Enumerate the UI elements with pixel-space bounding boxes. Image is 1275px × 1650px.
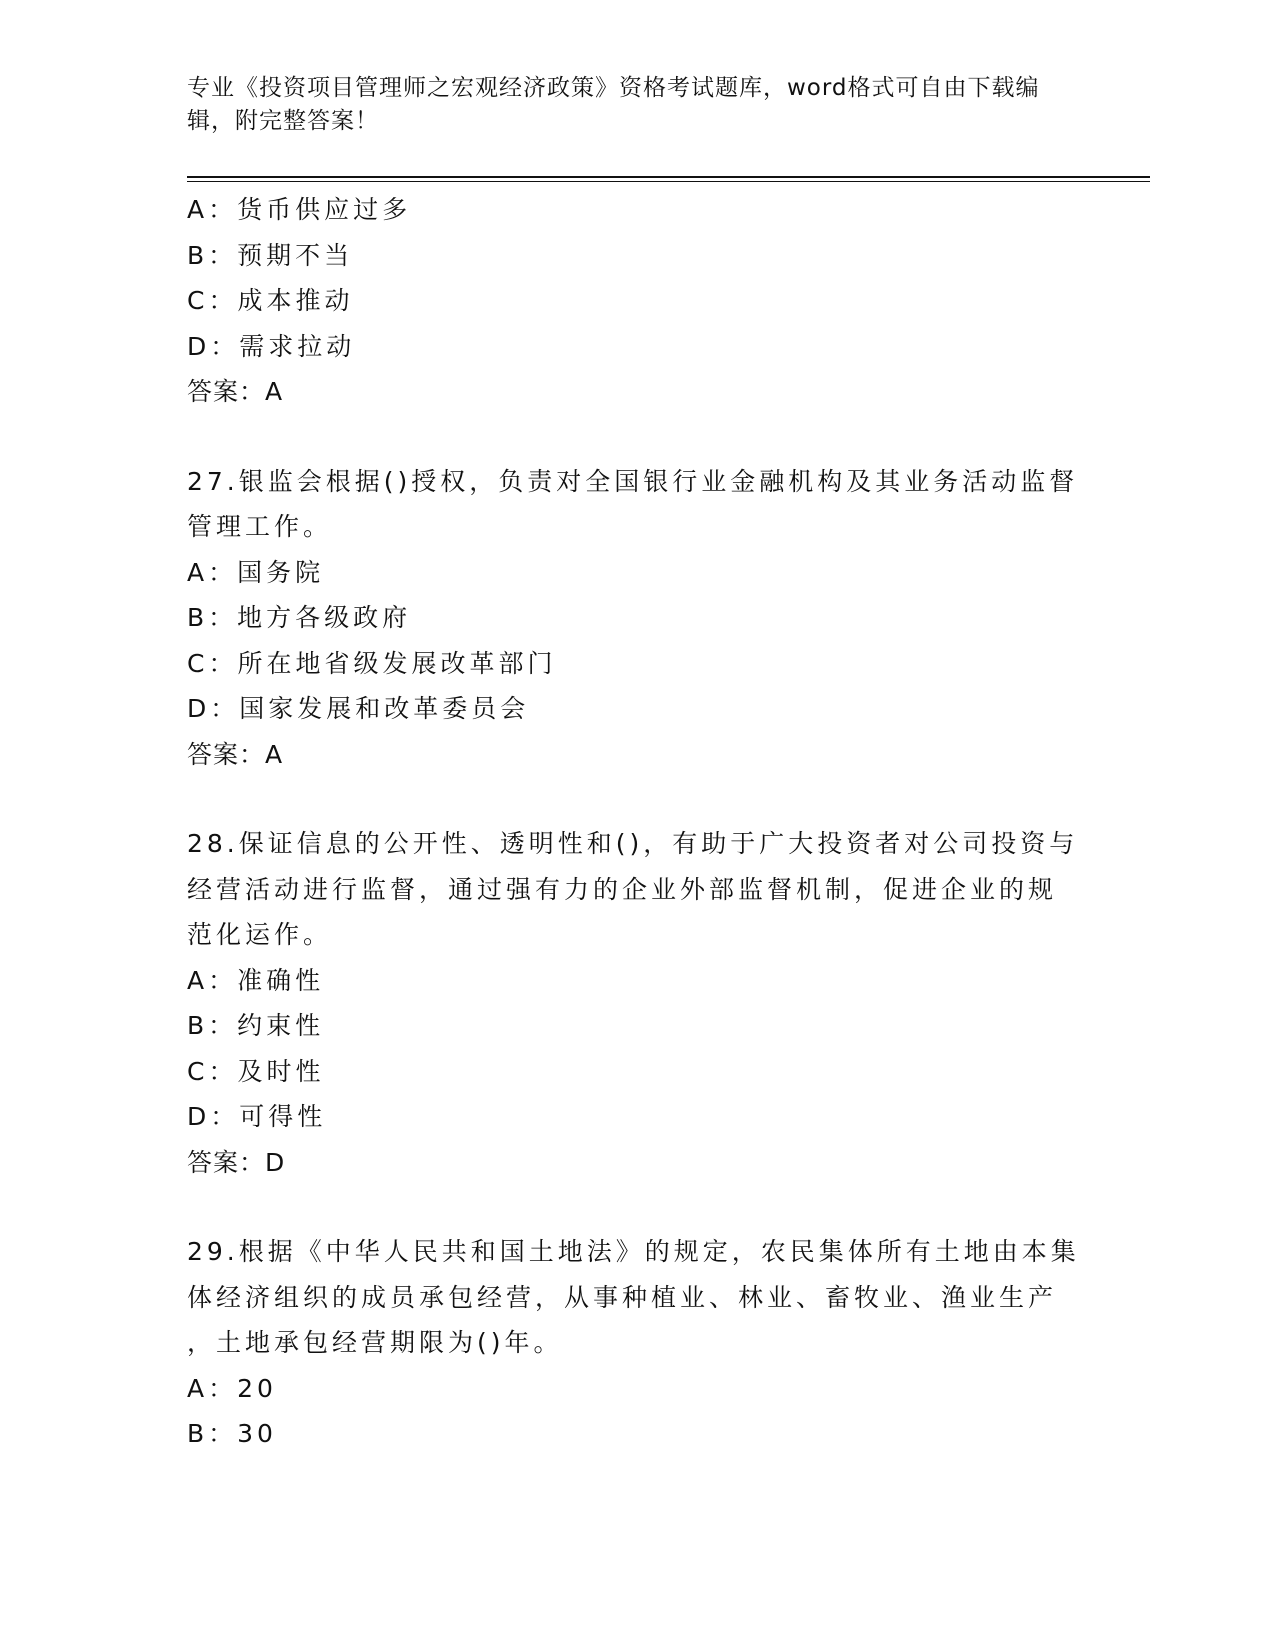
option-b: B：预期不当 [187, 240, 354, 270]
question-text-line: 范化运作。 [187, 920, 333, 949]
option-a: A：国务院 [187, 557, 325, 587]
header-divider-thick [187, 176, 1150, 178]
header-line-2: 辑，附完整答案！ [187, 108, 379, 134]
answer-line: 答案：A [187, 377, 284, 406]
option-b: B：30 [187, 1419, 277, 1448]
option-c: C：所在地省级发展改革部门 [187, 648, 557, 678]
question-list [187, 187, 1087, 1457]
question-text-line: 体经济组织的成员承包经营，从事种植业、林业、畜牧业、渔业生产 [187, 1282, 1058, 1312]
answer-line: 答案：D [187, 1147, 286, 1177]
question-text-line: 29.根据《中华人民共和国土地法》的规定，农民集体所有土地由本集 [187, 1237, 1080, 1266]
option-b: B：地方各级政府 [187, 603, 412, 632]
question-block-28 [187, 821, 1087, 1185]
option-c: C：及时性 [187, 1056, 325, 1086]
option-a: A：20 [187, 1373, 277, 1403]
option-b: B：约束性 [187, 1011, 325, 1040]
block-spacer [187, 1185, 1087, 1229]
option-a: A：准确性 [187, 965, 325, 995]
question-block-27 [187, 459, 1087, 778]
question-text-line: 管理工作。 [187, 512, 333, 541]
question-block-29 [187, 1229, 1087, 1457]
option-d: D：可得性 [187, 1102, 327, 1131]
document-header [187, 72, 1067, 138]
option-a: A：货币供应过多 [187, 195, 412, 224]
question-text-line: 27.银监会根据()授权，负责对全国银行业金融机构及其业务活动监督 [187, 466, 1079, 496]
option-d: D：需求拉动 [187, 331, 356, 361]
option-d: D：国家发展和改革委员会 [187, 694, 530, 723]
answer-line: 答案：A [187, 739, 284, 769]
header-line-1: 专业《投资项目管理师之宏观经济政策》资格考试题库，word格式可自由下载编 [187, 75, 1040, 101]
question-text-line: 28.保证信息的公开性、透明性和()，有助于广大投资者对公司投资与 [187, 829, 1079, 858]
header-divider-thin [187, 181, 1150, 182]
block-spacer [187, 777, 1087, 821]
question-text-line: 经营活动进行监督，通过强有力的企业外部监督机制，促进企业的规 [187, 874, 1058, 904]
block-spacer [187, 415, 1087, 459]
option-c: C：成本推动 [187, 286, 354, 315]
question-text-line: ，土地承包经营期限为()年。 [187, 1328, 563, 1357]
question-block-26 [187, 187, 1087, 415]
